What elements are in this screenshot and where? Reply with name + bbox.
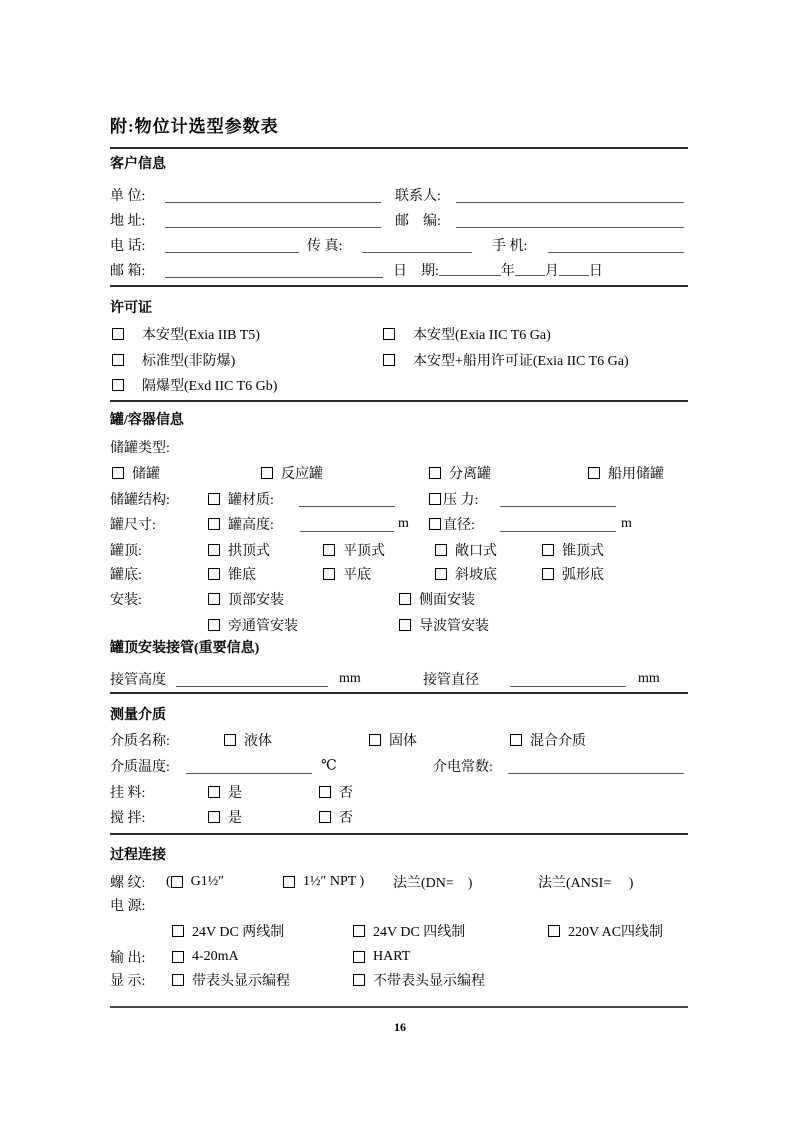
power-label-row xyxy=(110,892,688,917)
checkbox-220v-4wire[interactable] xyxy=(548,925,560,937)
unit-label: 单 位: xyxy=(110,188,146,204)
checkbox-g-thread[interactable] xyxy=(171,876,183,888)
section-customer-header: 客户信息 xyxy=(110,157,166,172)
install-row-1 xyxy=(110,586,688,611)
nozzle-row xyxy=(110,666,688,691)
thread1-label: G1½″ xyxy=(190,873,225,889)
page-title: 附:物位计选型参数表 xyxy=(110,117,279,136)
install2-label: 侧面安装 xyxy=(419,592,475,608)
checkbox-flat-roof[interactable] xyxy=(323,544,335,556)
power1-label: 24V DC 两线制 xyxy=(192,924,285,940)
tank-material-input-line[interactable] xyxy=(299,506,395,507)
checkbox-mixed-medium[interactable] xyxy=(510,734,522,746)
output1-label: 4-20mA xyxy=(192,948,239,964)
license-opt5-label: 隔爆型(Exd IIC T6 Gb) xyxy=(142,378,278,394)
checkbox-cone-roof[interactable] xyxy=(542,544,554,556)
tank-type1-label: 储罐 xyxy=(132,466,160,482)
diameter-unit: m xyxy=(621,515,632,531)
buildup-label: 挂 料: xyxy=(110,785,146,801)
checkbox-hart[interactable] xyxy=(353,951,365,963)
display-row xyxy=(110,967,688,992)
tank-height-label: 罐高度: xyxy=(228,517,274,533)
dielectric-label: 介电常数: xyxy=(433,759,493,775)
license-row-3 xyxy=(110,372,688,397)
stir-yes-label: 是 xyxy=(228,810,242,826)
stir-no-label: 否 xyxy=(339,810,353,826)
checkbox-pressure[interactable] xyxy=(429,493,441,505)
tank-top1-label: 拱顶式 xyxy=(228,543,270,559)
checkbox-tank-material[interactable] xyxy=(208,493,220,505)
medium-temp-label: 介质温度: xyxy=(110,759,170,775)
tank-type4-label: 船用储罐 xyxy=(608,466,664,482)
customer-row-email xyxy=(110,257,688,282)
flange-ansi-label: 法兰(ANSI= ) xyxy=(538,875,634,891)
date-label: 日 期: xyxy=(393,263,439,279)
stir-label: 搅 拌: xyxy=(110,810,146,826)
tank-top2-label: 平顶式 xyxy=(343,543,385,559)
checkbox-npt-thread[interactable] xyxy=(283,876,295,888)
tank-structure-label: 储罐结构: xyxy=(110,492,170,508)
zip-input-line[interactable] xyxy=(456,227,684,228)
tank-bot1-label: 锥底 xyxy=(228,567,256,583)
checkbox-with-display[interactable] xyxy=(172,974,184,986)
address-input-line[interactable] xyxy=(165,227,381,228)
checkbox-open-top[interactable] xyxy=(435,544,447,556)
address-label: 地 址: xyxy=(110,213,146,229)
checkbox-24v-2wire[interactable] xyxy=(172,925,184,937)
checkbox-exd-iic-t6-gb[interactable] xyxy=(112,379,124,391)
checkbox-without-display[interactable] xyxy=(353,974,365,986)
customer-row-unit xyxy=(110,182,688,207)
checkbox-diameter[interactable] xyxy=(429,518,441,530)
tank-bot4-label: 弧形底 xyxy=(562,567,604,583)
output2-label: HART xyxy=(373,948,411,964)
year-label: 年 xyxy=(500,263,515,279)
power-options-row xyxy=(110,918,688,943)
customer-row-address xyxy=(110,207,688,232)
tank-top-row xyxy=(110,537,688,562)
tank-type-options-row xyxy=(110,460,688,485)
buildup-no-label: 否 xyxy=(339,785,353,801)
display1-label: 带表头显示编程 xyxy=(192,973,290,989)
license-row-2 xyxy=(110,347,688,372)
medium-temp-row xyxy=(110,753,688,778)
checkbox-cone-bottom[interactable] xyxy=(208,568,220,580)
medium-liquid-label: 液体 xyxy=(244,733,272,749)
tank-bottom-label: 罐底: xyxy=(110,567,142,583)
checkbox-buildup-no[interactable] xyxy=(319,786,331,798)
tank-top4-label: 锥顶式 xyxy=(562,543,604,559)
email-label: 邮 箱: xyxy=(110,263,146,279)
checkbox-exia-iib-t5[interactable] xyxy=(112,328,124,340)
checkbox-standard-nonex[interactable] xyxy=(112,354,124,366)
nozzle-height-label: 接管高度 xyxy=(110,672,166,688)
date-day-line[interactable] xyxy=(559,263,589,276)
tank-height-unit: m xyxy=(398,515,409,531)
license-opt1-label: 本安型(Exia IIB T5) xyxy=(142,327,260,343)
power3-label: 220V AC四线制 xyxy=(568,924,664,940)
date-month-line[interactable] xyxy=(515,263,545,276)
tank-structure-row xyxy=(110,486,688,511)
section-license-header: 许可证 xyxy=(110,301,152,316)
checkbox-separation-tank[interactable] xyxy=(429,467,441,479)
dielectric-input-line[interactable] xyxy=(508,773,684,774)
nozzle-diameter-unit: mm xyxy=(638,670,660,686)
tank-type2-label: 反应罐 xyxy=(281,466,323,482)
phone-label: 电 话: xyxy=(110,238,146,254)
checkbox-marine-tank[interactable] xyxy=(588,467,600,479)
checkbox-dome-roof[interactable] xyxy=(208,544,220,556)
tank-bot3-label: 斜坡底 xyxy=(455,567,497,583)
output-label: 输 出: xyxy=(110,950,146,966)
thread-paren: ( xyxy=(166,873,171,889)
nozzle-height-unit: mm xyxy=(339,670,361,686)
customer-row-phone xyxy=(110,232,688,257)
medium-temp-input-line[interactable] xyxy=(186,773,312,774)
checkbox-sloped-bottom[interactable] xyxy=(435,568,447,580)
checkbox-bypass-pipe-mount[interactable] xyxy=(208,619,220,631)
checkbox-stir-no[interactable] xyxy=(319,811,331,823)
checkbox-4-20ma[interactable] xyxy=(172,951,184,963)
title-rule xyxy=(110,147,688,149)
month-label: 月 xyxy=(544,263,559,279)
license-opt2-label: 本安型(Exia IIC T6 Ga) xyxy=(413,327,551,343)
tank-top3-label: 敞口式 xyxy=(455,543,497,559)
checkbox-stilling-well-mount[interactable] xyxy=(399,619,411,631)
stir-row xyxy=(110,804,688,829)
mobile-label: 手 机: xyxy=(492,238,528,254)
thread2-label: 1½″ NPT ) xyxy=(303,873,365,889)
nozzle-header: 罐顶安装接管(重要信息) xyxy=(110,641,260,656)
divider-medium xyxy=(110,833,688,835)
thread-row xyxy=(110,869,688,894)
thread-label: 螺 纹: xyxy=(110,875,146,891)
email-input-line[interactable] xyxy=(165,277,383,278)
display-label: 显 示: xyxy=(110,973,146,989)
checkbox-stir-yes[interactable] xyxy=(208,811,220,823)
buildup-yes-label: 是 xyxy=(228,785,242,801)
power2-label: 24V DC 四线制 xyxy=(373,924,466,940)
fax-input-line[interactable] xyxy=(362,252,472,253)
day-label: 日 xyxy=(588,263,603,279)
footer-rule xyxy=(110,1006,688,1008)
pressure-input-line[interactable] xyxy=(500,506,616,507)
section-process-header: 过程连接 xyxy=(110,848,166,863)
tank-height-input-line[interactable] xyxy=(300,531,394,532)
date-year-line[interactable] xyxy=(439,263,501,276)
license-opt3-label: 标准型(非防爆) xyxy=(142,353,236,369)
install4-label: 导波管安装 xyxy=(419,618,489,634)
install-row-2 xyxy=(110,612,688,637)
nozzle-diameter-input-line[interactable] xyxy=(510,686,626,687)
nozzle-height-input-line[interactable] xyxy=(176,686,328,687)
install3-label: 旁通管安装 xyxy=(228,618,298,634)
medium-temp-unit: ℃ xyxy=(321,758,337,773)
display2-label: 不带表头显示编程 xyxy=(373,973,485,989)
divider-tank xyxy=(110,692,688,694)
checkbox-exia-iic-t6-ga[interactable] xyxy=(383,328,395,340)
unit-input-line[interactable] xyxy=(165,202,381,203)
zip-label: 邮 编: xyxy=(395,213,441,229)
phone-input-line[interactable] xyxy=(165,252,299,253)
checkbox-liquid[interactable] xyxy=(224,734,236,746)
checkbox-top-mount[interactable] xyxy=(208,593,220,605)
tank-material-label: 罐材质: xyxy=(228,492,274,508)
tank-bottom-row xyxy=(110,561,688,586)
flange-dn-label: 法兰(DN= ) xyxy=(393,875,473,891)
install-label: 安装: xyxy=(110,592,142,608)
output-row xyxy=(110,944,688,969)
power-label: 电 源: xyxy=(110,898,146,914)
divider-license xyxy=(110,400,688,402)
checkbox-tank-height[interactable] xyxy=(208,518,220,530)
section-medium-header: 测量介质 xyxy=(110,708,166,723)
page-number: 16 xyxy=(394,1020,406,1034)
tank-type-label-row xyxy=(110,434,688,459)
contact-input-line[interactable] xyxy=(456,202,684,203)
medium-mixed-label: 混合介质 xyxy=(530,733,586,749)
checkbox-curved-bottom[interactable] xyxy=(542,568,554,580)
diameter-label: 直径: xyxy=(443,517,475,533)
medium-name-label: 介质名称: xyxy=(110,733,170,749)
tank-bot2-label: 平底 xyxy=(343,567,371,583)
divider-customer xyxy=(110,285,688,287)
checkbox-buildup-yes[interactable] xyxy=(208,786,220,798)
tank-top-label: 罐顶: xyxy=(110,543,142,559)
license-opt4-label: 本安型+船用许可证(Exia IIC T6 Ga) xyxy=(413,353,629,369)
checkbox-storage-tank[interactable] xyxy=(112,467,124,479)
checkbox-marine-license[interactable] xyxy=(383,354,395,366)
medium-solid-label: 固体 xyxy=(389,733,417,749)
license-row-1 xyxy=(110,321,688,346)
checkbox-side-mount[interactable] xyxy=(399,593,411,605)
install1-label: 顶部安装 xyxy=(228,592,284,608)
nozzle-diameter-label: 接管直径 xyxy=(423,672,479,688)
checkbox-flat-bottom[interactable] xyxy=(323,568,335,580)
tank-type3-label: 分离罐 xyxy=(449,466,491,482)
buildup-row xyxy=(110,779,688,804)
tank-type-label: 储罐类型: xyxy=(110,440,170,456)
medium-name-row xyxy=(110,727,688,752)
tank-size-label: 罐尺寸: xyxy=(110,517,156,533)
section-tank-header: 罐/容器信息 xyxy=(110,413,184,428)
checkbox-solid[interactable] xyxy=(369,734,381,746)
contact-label: 联系人: xyxy=(395,188,441,204)
tank-size-row xyxy=(110,511,688,536)
mobile-input-line[interactable] xyxy=(548,252,684,253)
checkbox-24v-4wire[interactable] xyxy=(353,925,365,937)
diameter-input-line[interactable] xyxy=(500,531,616,532)
checkbox-reaction-tank[interactable] xyxy=(261,467,273,479)
fax-label: 传 真: xyxy=(307,238,343,254)
pressure-label: 压 力: xyxy=(443,492,479,508)
